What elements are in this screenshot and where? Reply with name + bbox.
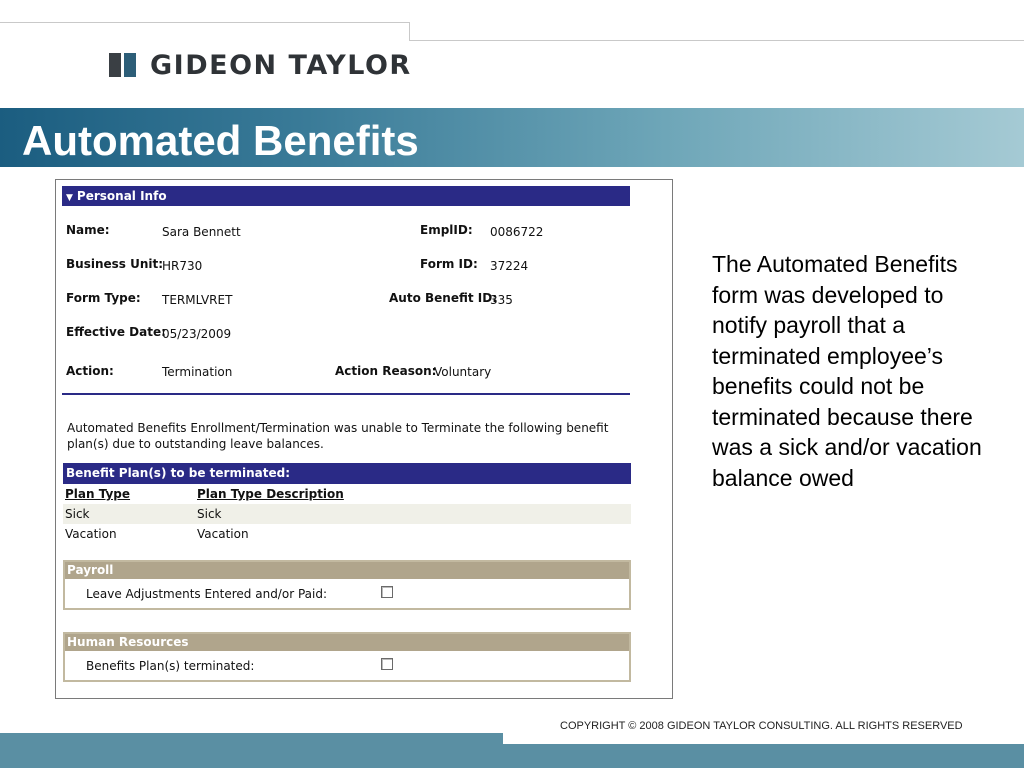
column-header-plan-type: Plan Type: [65, 487, 131, 501]
effective-date-label: Effective Date:: [66, 325, 166, 339]
business-unit-value: HR730: [162, 259, 203, 273]
benefit-plans-header: Benefit Plan(s) to be terminated:: [63, 463, 631, 484]
benefits-terminated-label: Benefits Plan(s) terminated:: [86, 659, 255, 673]
column-header-plan-type-description: Plan Type Description: [197, 487, 344, 501]
action-label: Action:: [66, 364, 114, 378]
footer-band-right: [503, 744, 1024, 768]
description-text: The Automated Benefits form was developed to notify payroll that a terminated employee’s benefits could not be terminated because there was a sick and/or vacation balance owed: [712, 251, 982, 491]
logo-bar-blue: [124, 53, 136, 77]
action-reason-value: Voluntary: [434, 365, 492, 379]
brand-logo: [109, 50, 412, 80]
personal-info-divider: [62, 393, 630, 395]
stacked-bars-logo-icon: [109, 53, 136, 77]
payroll-header: Payroll: [65, 562, 629, 579]
copyright-notice: COPYRIGHT © 2008 GIDEON TAYLOR CONSULTING. ALL RIGHTS RESERVED: [560, 720, 963, 732]
emplid-label: EmplID:: [420, 223, 473, 237]
automated-benefits-form: [55, 179, 673, 699]
action-reason-label: Action Reason:: [335, 364, 437, 378]
table-row: [63, 524, 631, 544]
action-value: Termination: [162, 365, 233, 379]
effective-date-value: 05/23/2009: [162, 327, 232, 341]
top-rule-step: [409, 22, 410, 41]
table-row: [63, 504, 631, 524]
form-id-value: 37224: [490, 259, 529, 273]
benefits-terminated-checkbox[interactable]: [381, 658, 393, 670]
collapse-triangle-icon[interactable]: ▼: [66, 193, 73, 203]
payroll-row: [65, 579, 629, 608]
form-type-value: TERMLVRET: [162, 293, 233, 307]
payroll-section: [63, 560, 631, 610]
human-resources-section: [63, 632, 631, 682]
logo-bar-dark: [109, 53, 121, 77]
plan-description-cell: Sick: [197, 507, 222, 521]
business-unit-label: Business Unit:: [66, 257, 164, 271]
auto-benefit-id-label: Auto Benefit ID:: [389, 291, 497, 305]
form-id-label: Form ID:: [420, 257, 478, 271]
personal-info-header-label: Personal Info: [76, 189, 167, 203]
leave-adjustments-checkbox[interactable]: [381, 586, 393, 598]
auto-benefit-id-value: 335: [490, 293, 513, 307]
human-resources-header: Human Resources: [65, 634, 629, 651]
human-resources-row: [65, 651, 629, 680]
name-label: Name:: [66, 223, 110, 237]
footer-band-left: [0, 733, 503, 768]
leave-adjustments-label: Leave Adjustments Entered and/or Paid:: [86, 587, 327, 601]
title-band: [0, 108, 1024, 167]
plan-type-cell: Vacation: [65, 527, 117, 541]
name-value: Sara Bennett: [162, 225, 241, 239]
emplid-value: 0086722: [490, 225, 544, 239]
top-rule-right: [409, 40, 1024, 41]
termination-message: Automated Benefits Enrollment/Termination was unable to Terminate the following benefit plan(s) due to outstanding leave balances.: [67, 421, 609, 451]
top-rule-left: [0, 22, 410, 23]
plan-description-cell: Vacation: [197, 527, 249, 541]
slide-title: Automated Benefits: [22, 117, 419, 164]
form-type-label: Form Type:: [66, 291, 141, 305]
brand-name: GIDEON TAYLOR: [150, 49, 412, 81]
personal-info-header[interactable]: [62, 186, 630, 206]
plan-type-cell: Sick: [65, 507, 90, 521]
